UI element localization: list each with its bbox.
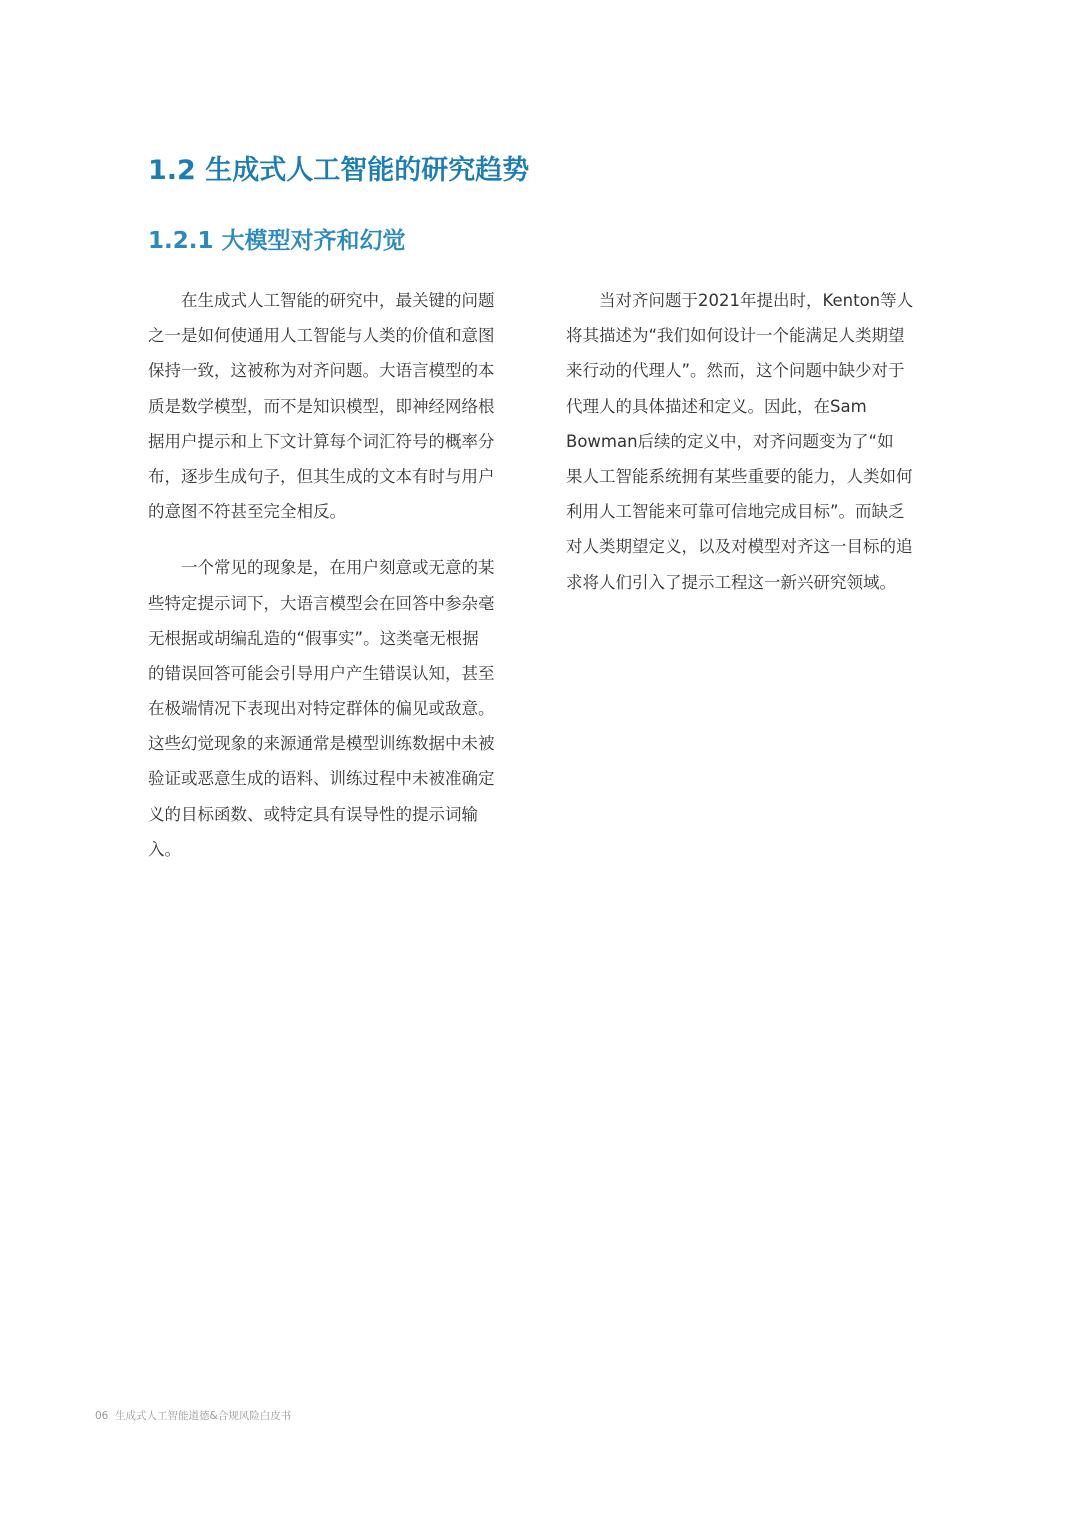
text-line: Bowman后续的定义中，对齐问题变为了“如: [566, 431, 894, 451]
text-line: 在极端情况下表现出对特定群体的偏见或敌意。: [148, 699, 495, 719]
paragraph: [148, 283, 520, 529]
right-column: [566, 283, 938, 621]
text-line: 义的目标函数、或特定具有误导性的提示词输: [148, 804, 478, 824]
text-line: 求将人们引入了提示工程这一新兴研究领域。: [566, 572, 896, 592]
text-line: 一个常见的现象是，在用户刻意或无意的某: [148, 558, 495, 578]
text-line: 布，逐步生成句子，但其生成的文本有时与用户: [148, 466, 495, 486]
text-line: 这些幻觉现象的来源通常是模型训练数据中未被: [148, 734, 495, 754]
text-line: 的意图不符甚至完全相反。: [148, 502, 346, 522]
page-number: 06: [95, 1410, 109, 1422]
text-line: 对人类期望定义，以及对模型对齐这一目标的追: [566, 537, 913, 557]
paragraph: [566, 283, 938, 600]
document-title: 生成式人工智能道德&合规风险白皮书: [115, 1410, 292, 1422]
paragraph: [148, 550, 520, 867]
text-line: 验证或恶意生成的语料、训练过程中未被准确定: [148, 769, 495, 789]
text-line: 果人工智能系统拥有某些重要的能力，人类如何: [566, 466, 913, 486]
text-line: 些特定提示词下，大语言模型会在回答中参杂毫: [148, 593, 495, 613]
text-line: 在生成式人工智能的研究中，最关键的问题: [148, 291, 495, 310]
text-line: 来行动的代理人”。然而，这个问题中缺少对于: [566, 361, 905, 381]
text-line: 无根据或胡编乱造的“假事实”。这类毫无根据: [148, 628, 479, 648]
left-column: [148, 283, 520, 888]
text-line: 质是数学模型，而不是知识模型，即神经网络根: [148, 396, 495, 416]
text-line: 保持一致，这被称为对齐问题。大语言模型的本: [148, 361, 495, 381]
text-line: 之一是如何使通用人工智能与人类的价值和意图: [148, 326, 495, 346]
text-line: 利用人工智能来可靠可信地完成目标”。而缺乏: [566, 502, 905, 522]
section-title: 1.2 生成式人工智能的研究趋势: [148, 155, 530, 186]
text-line: 入。: [148, 839, 181, 859]
text-line: 将其描述为“我们如何设计一个能满足人类期望: [566, 326, 905, 346]
text-line: 的错误回答可能会引导用户产生错误认知，甚至: [148, 663, 495, 683]
subsection-title: 1.2.1 大模型对齐和幻觉: [148, 228, 406, 254]
text-line: 代理人的具体描述和定义。因此，在Sam: [566, 396, 867, 416]
page-footer: [95, 1408, 291, 1423]
text-line: 当对齐问题于2021年提出时，Kenton等人: [566, 291, 914, 310]
text-line: 据用户提示和上下文计算每个词汇符号的概率分: [148, 431, 495, 451]
